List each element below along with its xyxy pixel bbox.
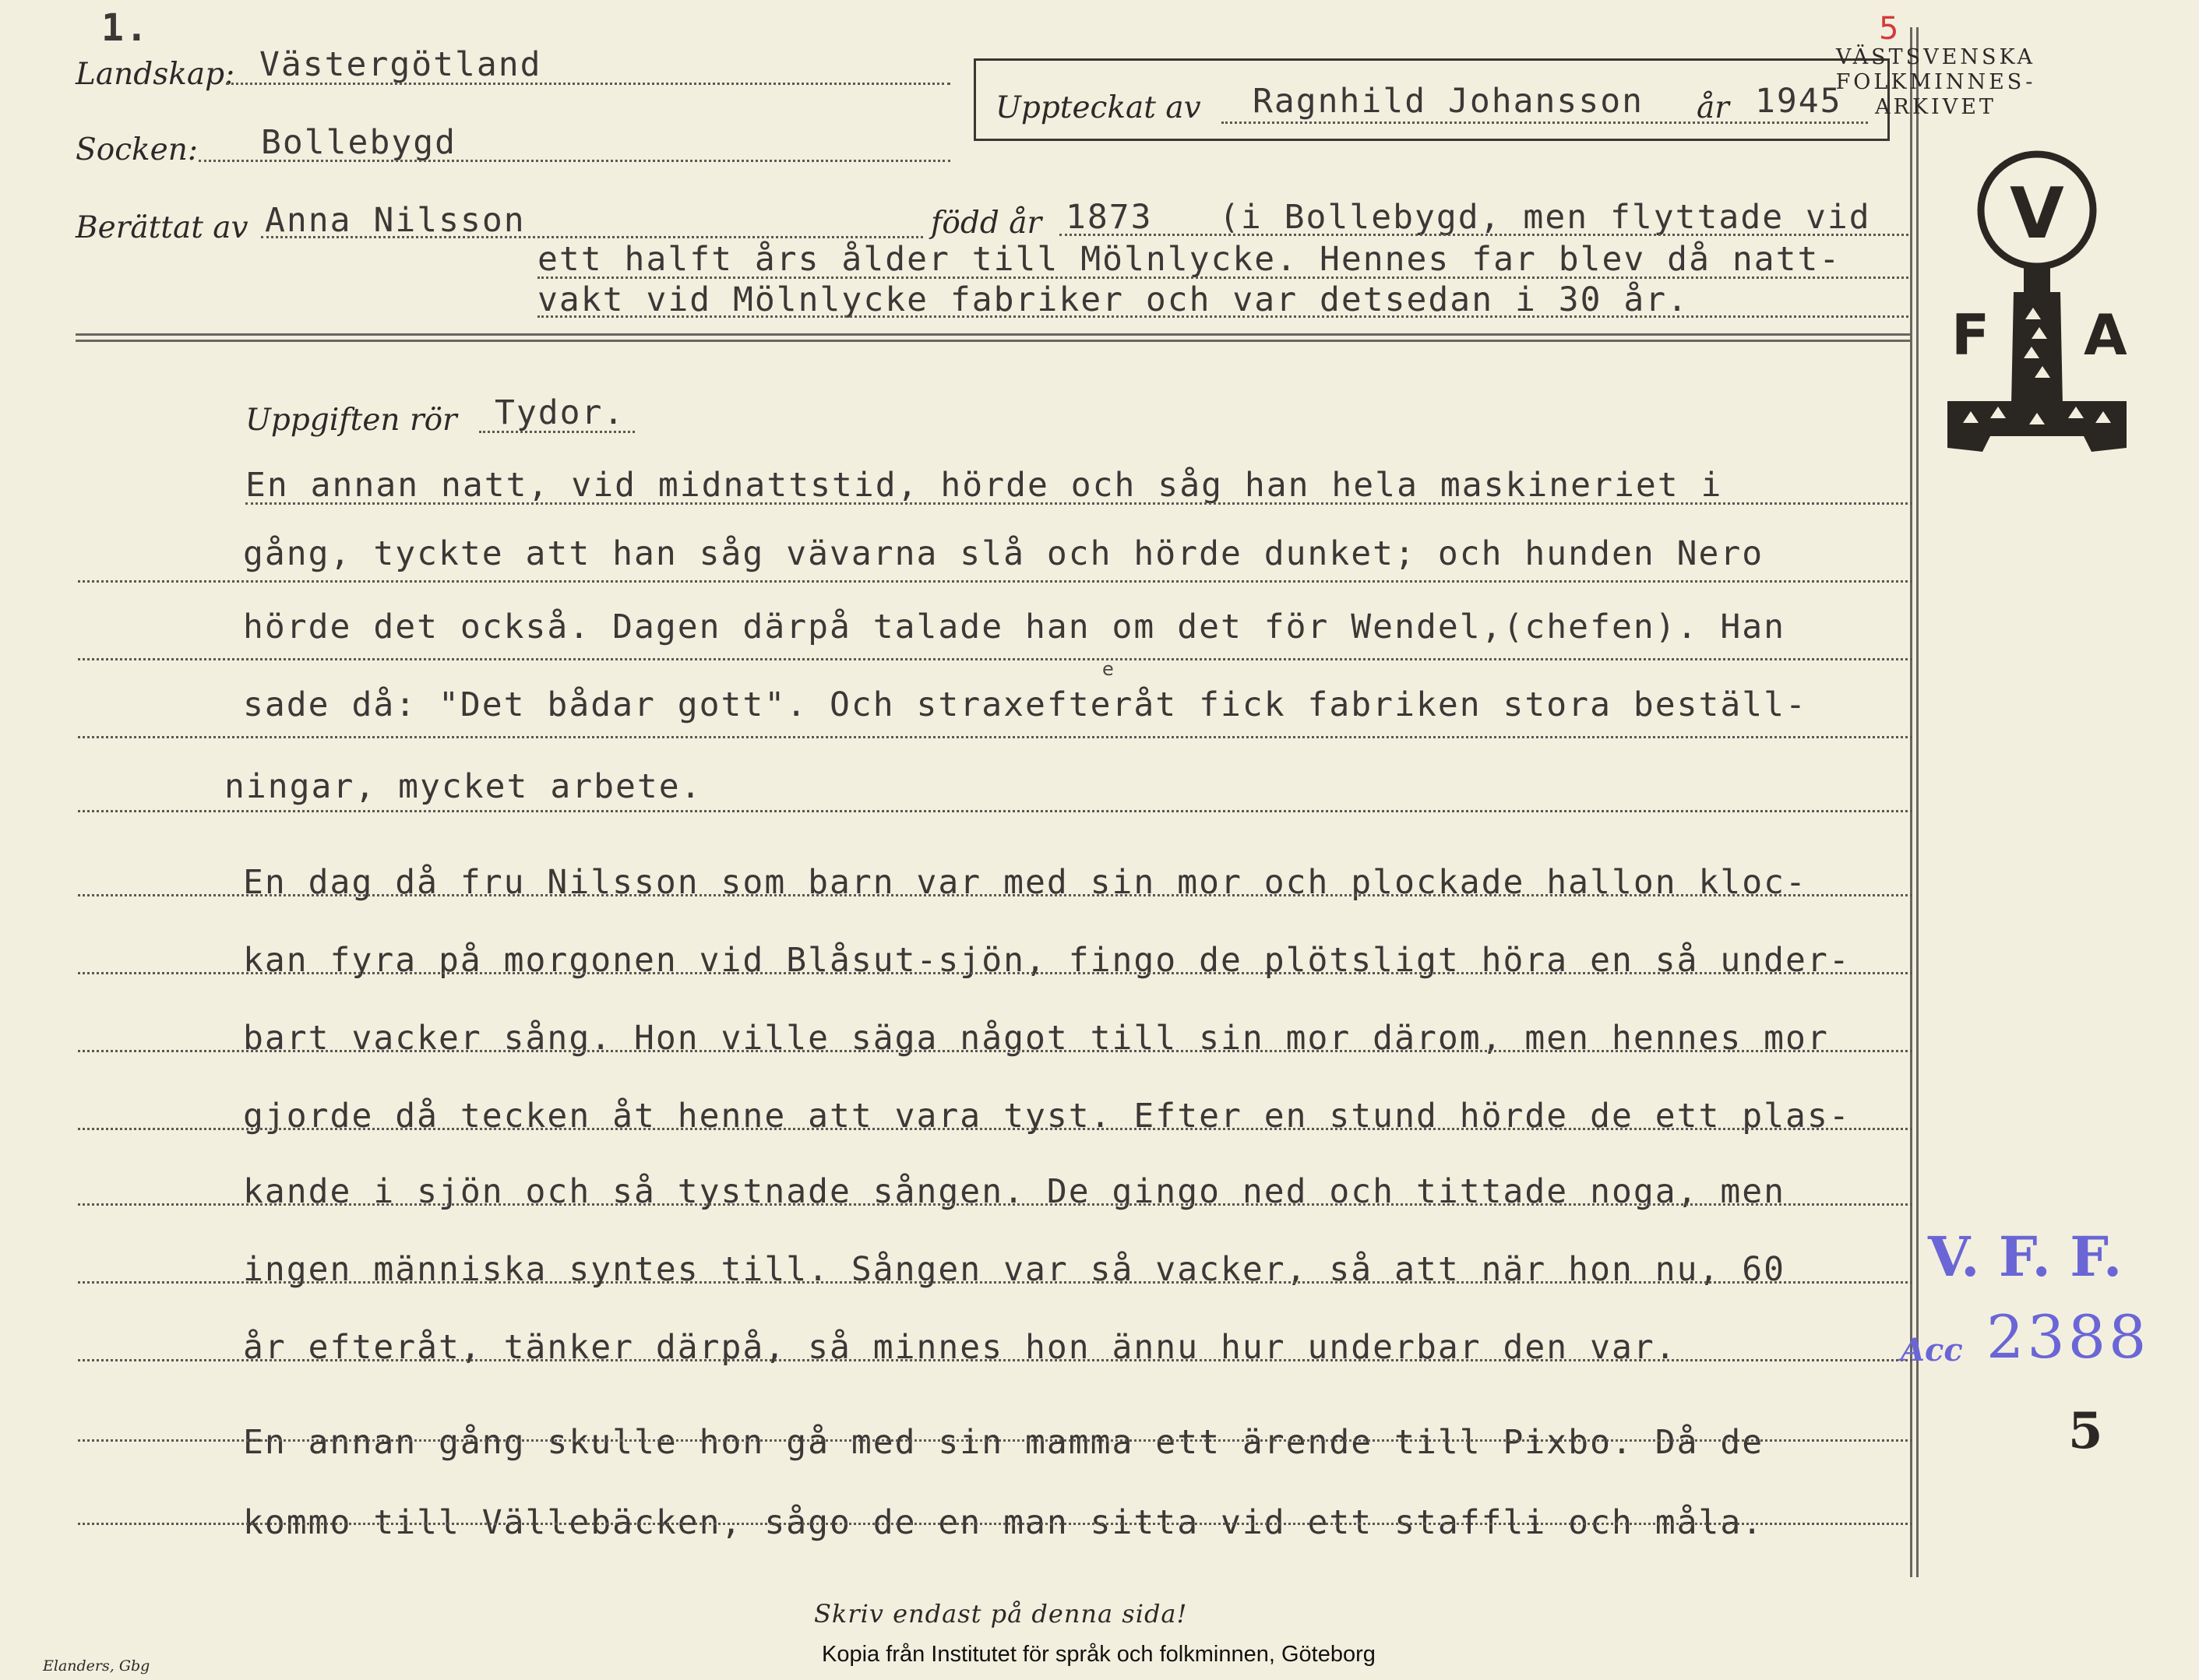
- ar-value: 1945: [1755, 82, 1842, 121]
- body-dotted-line: [78, 1523, 1912, 1525]
- berattat-value: Anna Nilsson: [265, 201, 526, 240]
- acc-stamp-prefix: Acc: [1901, 1332, 1963, 1368]
- subject-dotted-line: [479, 431, 635, 433]
- archive-name-line-3: ARKIVET: [1875, 95, 1996, 119]
- body-line: bart vacker sång. Hon ville säga något till sin mor därom, men hennes mor: [243, 1019, 1829, 1058]
- body-line: gång, tyckte att han såg vävarna slå och hörde dunket; och hunden Nero: [243, 534, 1764, 573]
- correction-mark: e: [1102, 658, 1114, 680]
- body-dotted-line: [78, 1439, 1912, 1442]
- body-dotted-line: [78, 1128, 1912, 1130]
- body-line: år efteråt, tänker därpå, så minnes hon ännu hur underbar den var.: [243, 1328, 1677, 1367]
- uppteck-value: Ragnhild Johansson: [1253, 82, 1644, 121]
- socken-dotted-line: [199, 160, 950, 162]
- berattat-line2-dotted: [537, 276, 1908, 279]
- archive-hammer-logo-icon: [1932, 144, 2142, 463]
- berattat-line3-dotted: [537, 315, 1908, 318]
- body-dotted-line: [78, 810, 1912, 812]
- uppteck-label: Uppteckat av: [996, 90, 1201, 125]
- subject-label: Uppgiften rör: [245, 403, 457, 438]
- berattat-line-3: vakt vid Mölnlycke fabriker och var detsedan i 30 år.: [537, 280, 1690, 319]
- logo-letter-v: V: [2010, 173, 2064, 255]
- copy-notice: Kopia från Institutet för språk och folkminnen, Göteborg: [822, 1642, 1376, 1667]
- archive-name-line-2: FOLKMINNES-: [1835, 70, 2036, 94]
- body-line: ningar, mycket arbete.: [224, 767, 703, 806]
- body-line: En annan gång skulle hon gå med sin mamma ett ärende till Pixbo. Då de: [243, 1423, 1764, 1462]
- body-line: En annan natt, vid midnattstid, hörde och såg han hela maskineriet i: [245, 466, 1723, 505]
- landskap-label: Landskap:: [76, 57, 235, 92]
- body-line: gjorde då tecken åt henne att vara tyst. Efter en stund hörde de ett plas-: [243, 1097, 1851, 1136]
- header-divider-bottom: [76, 340, 1910, 342]
- acc-stamp-number: 2388: [1986, 1302, 2150, 1372]
- body-dotted-line: [78, 658, 1912, 660]
- body-dotted-line: [78, 1359, 1912, 1361]
- archive-name-line-1: VÄSTSVENSKA: [1835, 45, 2036, 69]
- archive-page-number: 5: [2068, 1402, 2103, 1460]
- socken-value: Bollebygd: [261, 123, 456, 162]
- body-line: hörde det också. Dagen därpå talade han om det för Wendel,(chefen). Han: [243, 608, 1786, 646]
- fodd-year: 1873: [1066, 198, 1153, 237]
- uppteck-box: [974, 58, 1890, 141]
- fodd-label: född år: [931, 206, 1042, 241]
- vff-stamp: V. F. F.: [1928, 1224, 2123, 1289]
- body-line: sade då: "Det bådar gott". Och straxefteråt fick fabriken stora beställ-: [243, 685, 1807, 724]
- body-line: kommo till Vällebäcken, sågo de en man sitta vid ett staffli och måla.: [243, 1503, 1764, 1542]
- ar-label: år: [1697, 90, 1729, 125]
- fodd-rest: (i Bollebygd, men flyttade vid: [1219, 198, 1871, 237]
- body-dotted-line: [78, 1203, 1912, 1206]
- uppteck-dotted-line: [1221, 122, 1868, 124]
- header-divider-top: [76, 333, 1910, 336]
- body-line: ingen människa syntes till. Sången var så vacker, så att när hon nu, 60: [243, 1250, 1786, 1289]
- body-dotted-line: [245, 502, 1912, 505]
- body-dotted-line: [78, 1050, 1912, 1052]
- body-line: kande i sjön och så tystnade sången. De gingo ned och tittade noga, men: [243, 1172, 1786, 1211]
- logo-letter-a: A: [2084, 302, 2127, 368]
- landskap-value: Västergötland: [259, 45, 542, 84]
- footer-instruction: Skriv endast på denna sida!: [814, 1599, 1188, 1629]
- fodd-dotted-line: [1059, 234, 1908, 236]
- body-dotted-line: [78, 580, 1912, 583]
- body-dotted-line: [78, 1281, 1912, 1284]
- page-number: 1.: [101, 6, 150, 50]
- body-line: kan fyra på morgonen vid Blåsut-sjön, fingo de plötsligt höra en så under-: [243, 941, 1851, 980]
- archive-name: [1819, 45, 2053, 120]
- subject-value: Tydor.: [495, 393, 626, 432]
- logo-letter-f: F: [1951, 302, 1990, 368]
- body-dotted-line: [78, 736, 1912, 738]
- body-line: En dag då fru Nilsson som barn var med sin mor och plockade hallon kloc-: [243, 863, 1807, 902]
- berattat-dotted-line: [261, 236, 923, 238]
- printer-mark: Elanders, Gbg: [43, 1657, 150, 1675]
- body-dotted-line: [78, 894, 1912, 896]
- berattat-label: Berättat av: [76, 210, 248, 245]
- landskap-dotted-line: [226, 83, 950, 85]
- berattat-line-2: ett halft års ålder till Mölnlycke. Hennes far blev då natt-: [537, 240, 1841, 279]
- body-dotted-line: [78, 972, 1912, 974]
- red-page-mark: 5: [1879, 11, 1899, 47]
- socken-label: Socken:: [76, 132, 199, 167]
